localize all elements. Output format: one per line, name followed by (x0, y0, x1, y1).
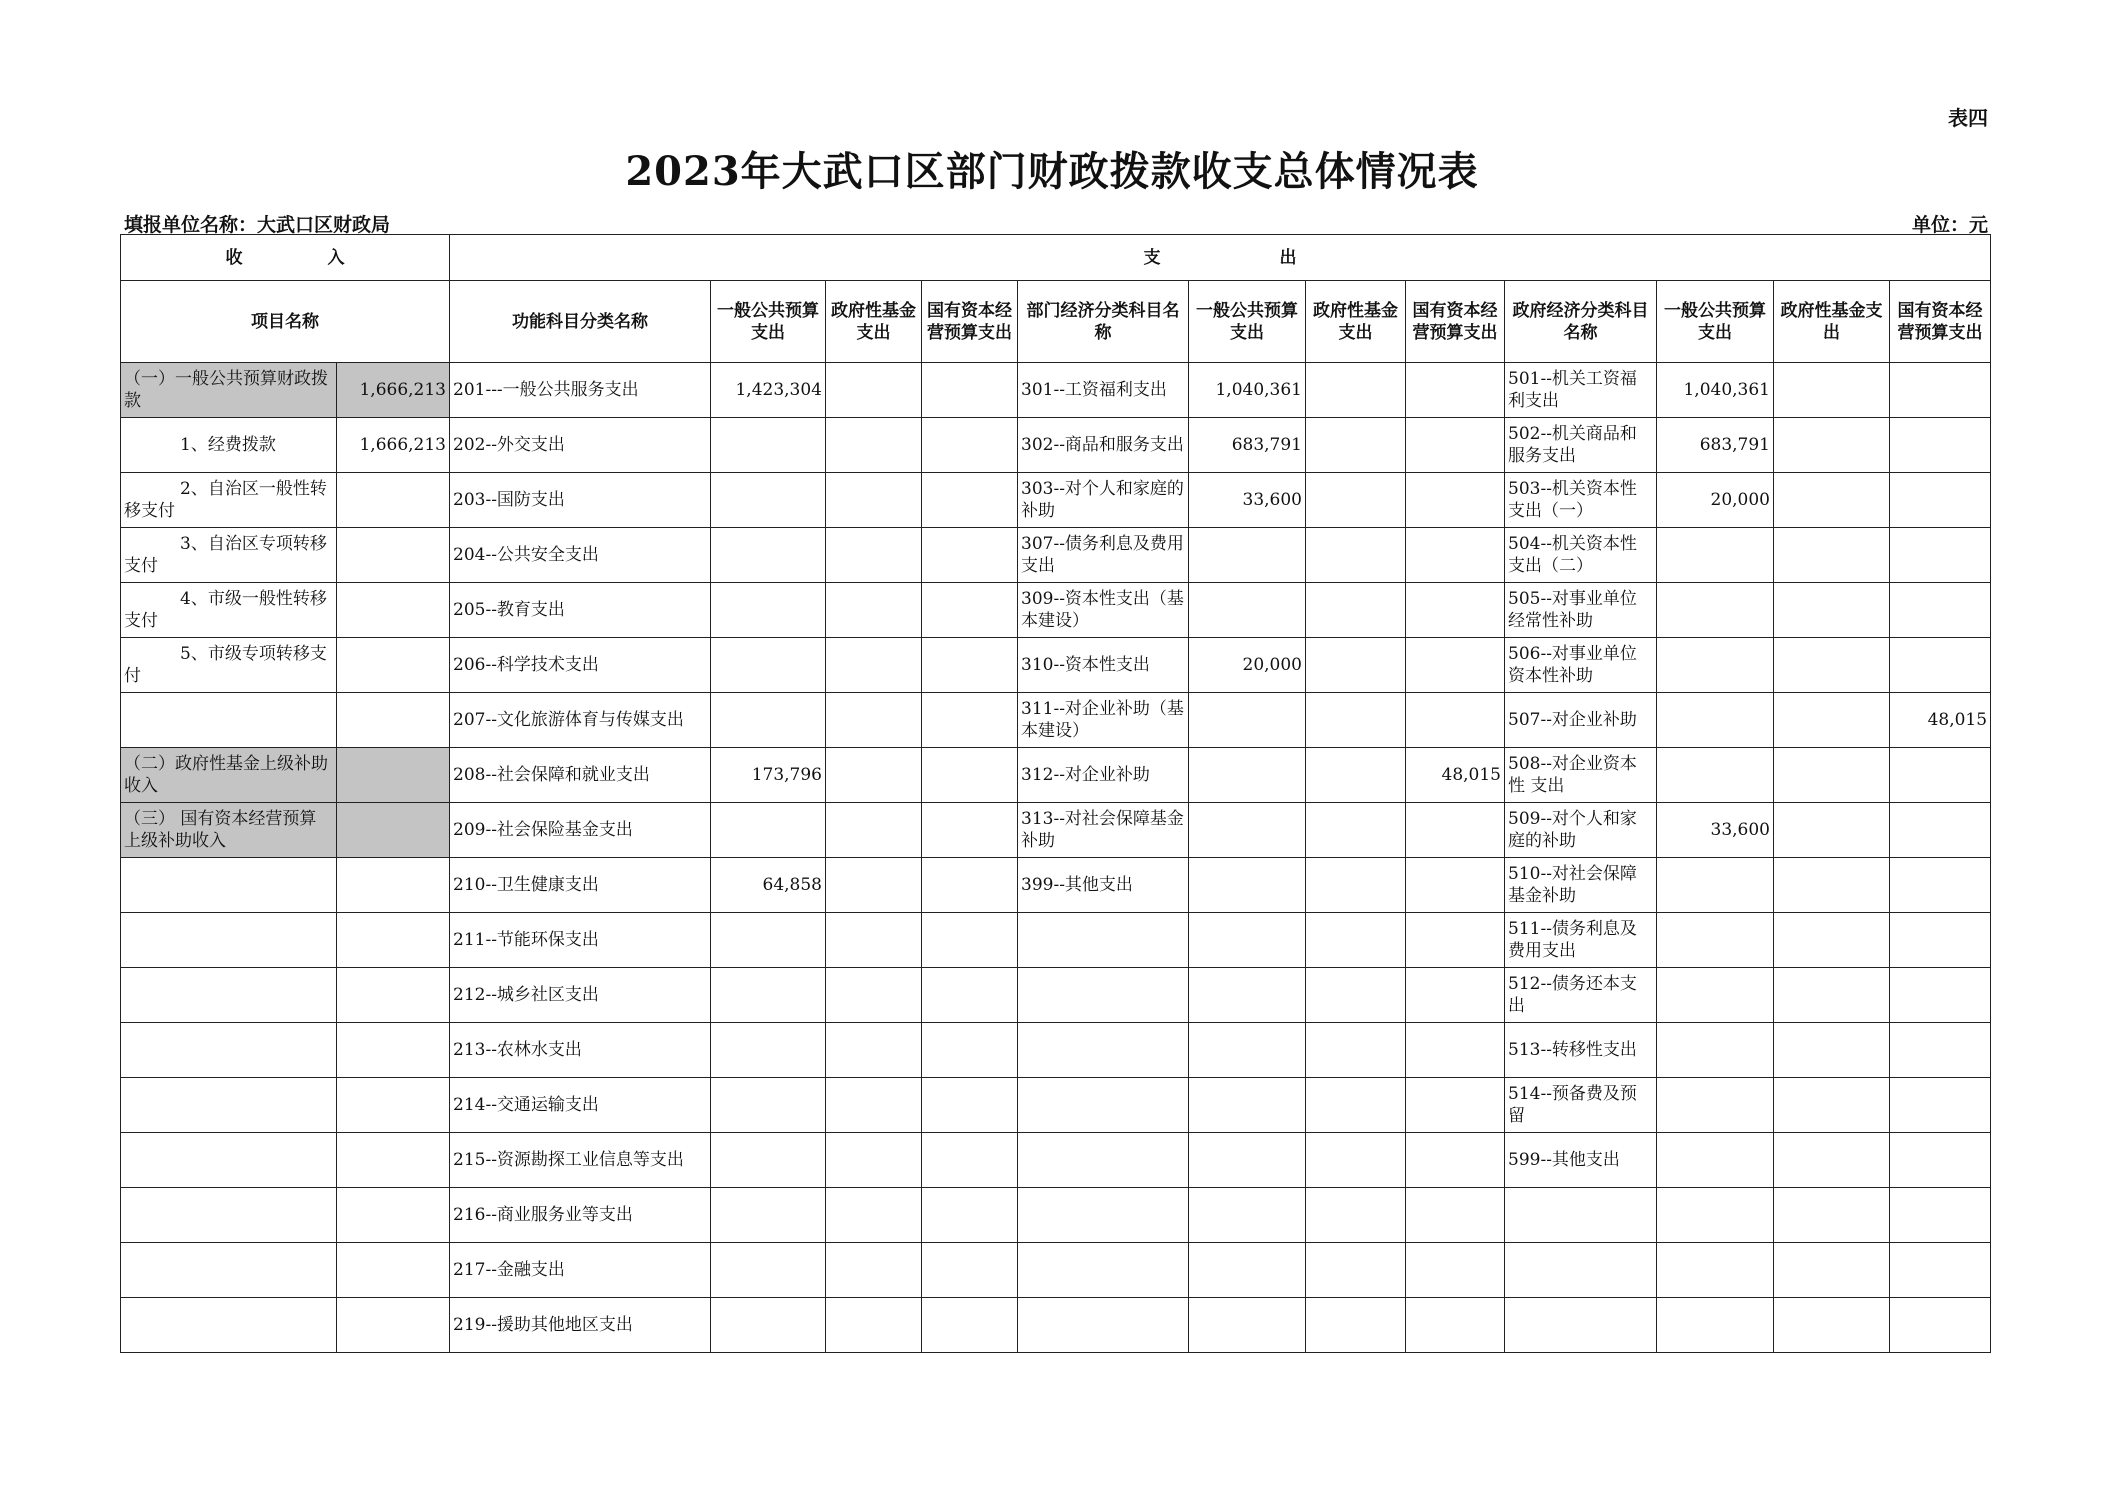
cell-f1 (711, 583, 826, 638)
col-state-capital-3: 国有资本经营预算支出 (1890, 281, 1991, 363)
cell-g2 (1774, 1243, 1890, 1298)
cell-g2 (1774, 473, 1890, 528)
cell-d3 (1406, 803, 1505, 858)
cell-g2 (1774, 418, 1890, 473)
cell-dept: 303--对个人和家庭的补助 (1018, 473, 1189, 528)
cell-f1 (711, 638, 826, 693)
cell-func: 205--教育支出 (450, 583, 711, 638)
cell-g1 (1657, 1298, 1774, 1353)
cell-d1 (1189, 803, 1306, 858)
cell-d3 (1406, 638, 1505, 693)
col-gov-fund-1: 政府性基金支出 (826, 281, 922, 363)
cell-d3 (1406, 1078, 1505, 1133)
cell-d1: 20,000 (1189, 638, 1306, 693)
cell-f3 (922, 1243, 1018, 1298)
cell-f2 (826, 803, 922, 858)
cell-func: 216--商业服务业等支出 (450, 1188, 711, 1243)
col-dept-econ-name: 部门经济分类科目名称 (1018, 281, 1189, 363)
cell-g2 (1774, 803, 1890, 858)
cell-amount (337, 1023, 450, 1078)
cell-f3 (922, 1133, 1018, 1188)
cell-f1: 64,858 (711, 858, 826, 913)
cell-dept: 312--对企业补助 (1018, 748, 1189, 803)
cell-func: 203--国防支出 (450, 473, 711, 528)
cell-item (121, 913, 337, 968)
col-gov-fund-3: 政府性基金支出 (1774, 281, 1890, 363)
cell-func: 202--外交支出 (450, 418, 711, 473)
cell-gov: 512--债务还本支出 (1505, 968, 1657, 1023)
cell-d1: 33,600 (1189, 473, 1306, 528)
cell-f1 (711, 968, 826, 1023)
cell-func: 219--援助其他地区支出 (450, 1298, 711, 1353)
cell-d2 (1306, 913, 1406, 968)
cell-func: 212--城乡社区支出 (450, 968, 711, 1023)
cell-amount (337, 473, 450, 528)
cell-d3 (1406, 968, 1505, 1023)
col-state-capital-1: 国有资本经营预算支出 (922, 281, 1018, 363)
cell-g2 (1774, 1023, 1890, 1078)
cell-amount (337, 528, 450, 583)
cell-g1: 683,791 (1657, 418, 1774, 473)
table-number: 表四 (1948, 106, 1988, 130)
col-item-name: 项目名称 (121, 281, 450, 363)
cell-g1 (1657, 1188, 1774, 1243)
cell-g2 (1774, 1078, 1890, 1133)
cell-func: 217--金融支出 (450, 1243, 711, 1298)
cell-f1 (711, 1133, 826, 1188)
cell-dept (1018, 913, 1189, 968)
cell-f3 (922, 693, 1018, 748)
cell-g2 (1774, 1298, 1890, 1353)
cell-f2 (826, 1023, 922, 1078)
cell-d1 (1189, 583, 1306, 638)
cell-g1 (1657, 1078, 1774, 1133)
cell-dept: 310--资本性支出 (1018, 638, 1189, 693)
cell-f3 (922, 528, 1018, 583)
cell-f2 (826, 363, 922, 418)
cell-g3 (1890, 748, 1991, 803)
cell-amount (337, 693, 450, 748)
cell-gov: 507--对企业补助 (1505, 693, 1657, 748)
cell-d3 (1406, 1243, 1505, 1298)
table-row (121, 1188, 1991, 1243)
cell-f3 (922, 1188, 1018, 1243)
cell-g1 (1657, 693, 1774, 748)
cell-d3 (1406, 583, 1505, 638)
cell-d1 (1189, 1298, 1306, 1353)
cell-d1 (1189, 1188, 1306, 1243)
cell-g1 (1657, 858, 1774, 913)
cell-amount (337, 1188, 450, 1243)
cell-g3: 48,015 (1890, 693, 1991, 748)
cell-dept: 307--债务利息及费用支出 (1018, 528, 1189, 583)
table-row (121, 858, 1991, 913)
table-row (121, 693, 1991, 748)
cell-func: 215--资源勘探工业信息等支出 (450, 1133, 711, 1188)
cell-gov: 511--债务利息及费用支出 (1505, 913, 1657, 968)
cell-gov: 599--其他支出 (1505, 1133, 1657, 1188)
cell-g1 (1657, 913, 1774, 968)
cell-gov: 506--对事业单位资本性补助 (1505, 638, 1657, 693)
cell-dept (1018, 1188, 1189, 1243)
cell-gov: 513--转移性支出 (1505, 1023, 1657, 1078)
cell-g2 (1774, 968, 1890, 1023)
cell-dept: 399--其他支出 (1018, 858, 1189, 913)
cell-d2 (1306, 583, 1406, 638)
cell-gov: 510--对社会保障基金补助 (1505, 858, 1657, 913)
cell-d2 (1306, 968, 1406, 1023)
cell-g3 (1890, 1188, 1991, 1243)
cell-f2 (826, 1133, 922, 1188)
cell-g2 (1774, 1188, 1890, 1243)
cell-g2 (1774, 363, 1890, 418)
cell-f2 (826, 528, 922, 583)
cell-f1 (711, 418, 826, 473)
table-row (121, 1243, 1991, 1298)
cell-f2 (826, 858, 922, 913)
cell-item: 2、自治区一般性转移支付 (121, 473, 337, 528)
cell-d1 (1189, 693, 1306, 748)
cell-f1 (711, 1078, 826, 1133)
cell-dept: 302--商品和服务支出 (1018, 418, 1189, 473)
cell-f3 (922, 1023, 1018, 1078)
cell-amount: 1,666,213 (337, 418, 450, 473)
cell-f3 (922, 1078, 1018, 1133)
cell-item: 3、自治区专项转移支付 (121, 528, 337, 583)
cell-amount (337, 1078, 450, 1133)
cell-item: 5、市级专项转移支付 (121, 638, 337, 693)
table-row (121, 803, 1991, 858)
cell-g1 (1657, 748, 1774, 803)
cell-g3 (1890, 803, 1991, 858)
cell-item: 4、市级一般性转移支付 (121, 583, 337, 638)
cell-item (121, 1078, 337, 1133)
cell-d3 (1406, 913, 1505, 968)
table-row (121, 1023, 1991, 1078)
page-title: 2023年大武口区部门财政拨款收支总体情况表 (625, 148, 1479, 195)
table-row (121, 1133, 1991, 1188)
cell-g3 (1890, 1243, 1991, 1298)
table-row (121, 473, 1991, 528)
cell-g1 (1657, 1023, 1774, 1078)
cell-f3 (922, 748, 1018, 803)
cell-dept: 309--资本性支出（基本建设） (1018, 583, 1189, 638)
cell-d3 (1406, 693, 1505, 748)
cell-f2 (826, 968, 922, 1023)
cell-dept (1018, 968, 1189, 1023)
cell-g1 (1657, 968, 1774, 1023)
cell-g3 (1890, 968, 1991, 1023)
table-row (121, 1078, 1991, 1133)
cell-amount (337, 1243, 450, 1298)
cell-f3 (922, 638, 1018, 693)
cell-f2 (826, 748, 922, 803)
cell-d3 (1406, 1298, 1505, 1353)
cell-f3 (922, 473, 1018, 528)
cell-d3 (1406, 858, 1505, 913)
table-row (121, 583, 1991, 638)
cell-d1 (1189, 968, 1306, 1023)
table-row (121, 748, 1991, 803)
cell-amount: 1,666,213 (337, 363, 450, 418)
cell-d1 (1189, 1133, 1306, 1188)
cell-dept: 311--对企业补助（基本建设） (1018, 693, 1189, 748)
cell-dept (1018, 1133, 1189, 1188)
cell-d2 (1306, 363, 1406, 418)
cell-func: 208--社会保障和就业支出 (450, 748, 711, 803)
cell-g3 (1890, 638, 1991, 693)
cell-d3 (1406, 528, 1505, 583)
cell-f3 (922, 1298, 1018, 1353)
cell-g3 (1890, 363, 1991, 418)
cell-gov (1505, 1243, 1657, 1298)
cell-dept (1018, 1298, 1189, 1353)
cell-d3 (1406, 473, 1505, 528)
cell-g3 (1890, 528, 1991, 583)
cell-g3 (1890, 1078, 1991, 1133)
table-body (121, 363, 1991, 1353)
cell-d3: 48,015 (1406, 748, 1505, 803)
cell-g3 (1890, 1023, 1991, 1078)
cell-f3 (922, 363, 1018, 418)
table-row (121, 528, 1991, 583)
cell-d1 (1189, 1243, 1306, 1298)
cell-f2 (826, 638, 922, 693)
cell-d2 (1306, 1243, 1406, 1298)
column-header-row (121, 281, 1991, 363)
cell-g3 (1890, 583, 1991, 638)
cell-gov: 509--对个人和家庭的补助 (1505, 803, 1657, 858)
cell-f1: 1,423,304 (711, 363, 826, 418)
cell-amount (337, 583, 450, 638)
cell-amount (337, 638, 450, 693)
cell-func: 210--卫生健康支出 (450, 858, 711, 913)
cell-gov: 502--机关商品和服务支出 (1505, 418, 1657, 473)
cell-gov: 503--机关资本性支出（一） (1505, 473, 1657, 528)
cell-f2 (826, 913, 922, 968)
cell-d3 (1406, 1188, 1505, 1243)
cell-amount (337, 913, 450, 968)
cell-f2 (826, 1298, 922, 1353)
cell-g1 (1657, 583, 1774, 638)
cell-f3 (922, 968, 1018, 1023)
cell-f1 (711, 1243, 826, 1298)
cell-f1 (711, 693, 826, 748)
cell-g1 (1657, 1243, 1774, 1298)
reporting-unit: 填报单位名称：大武口区财政局 (124, 214, 391, 236)
cell-f2 (826, 473, 922, 528)
cell-f1 (711, 1188, 826, 1243)
cell-item (121, 858, 337, 913)
cell-d1: 683,791 (1189, 418, 1306, 473)
cell-func: 214--交通运输支出 (450, 1078, 711, 1133)
cell-f2 (826, 1243, 922, 1298)
cell-gov: 508--对企业资本性 支出 (1505, 748, 1657, 803)
expense-section-header: 支 出 (450, 235, 1991, 281)
cell-gov: 514--预备费及预留 (1505, 1078, 1657, 1133)
cell-item: 1、经费拨款 (121, 418, 337, 473)
table-row (121, 363, 1991, 418)
cell-f2 (826, 1188, 922, 1243)
cell-f1 (711, 473, 826, 528)
col-gen-budget-3: 一般公共预算支出 (1657, 281, 1774, 363)
cell-f3 (922, 913, 1018, 968)
col-func-name: 功能科目分类名称 (450, 281, 711, 363)
table-row (121, 638, 1991, 693)
cell-func: 207--文化旅游体育与传媒支出 (450, 693, 711, 748)
table-row (121, 418, 1991, 473)
cell-amount (337, 803, 450, 858)
cell-d1 (1189, 1078, 1306, 1133)
cell-d2 (1306, 418, 1406, 473)
currency-unit: 单位：元 (1911, 214, 1988, 236)
cell-amount (337, 1298, 450, 1353)
cell-item: （一）一般公共预算财政拨款 (121, 363, 337, 418)
cell-f3 (922, 858, 1018, 913)
cell-d3 (1406, 363, 1505, 418)
cell-d1 (1189, 528, 1306, 583)
cell-d2 (1306, 693, 1406, 748)
cell-item (121, 1298, 337, 1353)
cell-func: 213--农林水支出 (450, 1023, 711, 1078)
cell-f3 (922, 803, 1018, 858)
cell-d2 (1306, 1078, 1406, 1133)
cell-g1 (1657, 528, 1774, 583)
cell-func: 209--社会保险基金支出 (450, 803, 711, 858)
cell-func: 201---一般公共服务支出 (450, 363, 711, 418)
cell-g2 (1774, 528, 1890, 583)
cell-d3 (1406, 418, 1505, 473)
cell-dept (1018, 1023, 1189, 1078)
cell-g3 (1890, 1298, 1991, 1353)
cell-g2 (1774, 583, 1890, 638)
cell-dept: 301--工资福利支出 (1018, 363, 1189, 418)
cell-dept (1018, 1078, 1189, 1133)
cell-f1 (711, 528, 826, 583)
cell-g3 (1890, 858, 1991, 913)
cell-g3 (1890, 473, 1991, 528)
cell-g3 (1890, 418, 1991, 473)
cell-item (121, 1188, 337, 1243)
col-gov-fund-2: 政府性基金支出 (1306, 281, 1406, 363)
cell-d1 (1189, 1023, 1306, 1078)
cell-func: 206--科学技术支出 (450, 638, 711, 693)
cell-d2 (1306, 473, 1406, 528)
cell-d2 (1306, 1188, 1406, 1243)
col-gen-budget-1: 一般公共预算支出 (711, 281, 826, 363)
cell-d1: 1,040,361 (1189, 363, 1306, 418)
cell-g2 (1774, 693, 1890, 748)
cell-d1 (1189, 913, 1306, 968)
cell-amount (337, 968, 450, 1023)
cell-f1 (711, 1023, 826, 1078)
cell-g3 (1890, 1133, 1991, 1188)
cell-f2 (826, 1078, 922, 1133)
cell-g1: 20,000 (1657, 473, 1774, 528)
cell-d3 (1406, 1133, 1505, 1188)
col-gov-econ-name: 政府经济分类科目名称 (1505, 281, 1657, 363)
cell-amount (337, 1133, 450, 1188)
cell-g2 (1774, 638, 1890, 693)
cell-d1 (1189, 748, 1306, 803)
cell-func: 211--节能环保支出 (450, 913, 711, 968)
cell-g2 (1774, 913, 1890, 968)
cell-f1 (711, 803, 826, 858)
cell-g1: 1,040,361 (1657, 363, 1774, 418)
income-section-header: 收 入 (121, 235, 450, 281)
cell-item (121, 1023, 337, 1078)
cell-g2 (1774, 858, 1890, 913)
cell-item: （三） 国有资本经营预算上级补助收入 (121, 803, 337, 858)
cell-f2 (826, 418, 922, 473)
cell-gov: 505--对事业单位经常性补助 (1505, 583, 1657, 638)
cell-dept (1018, 1243, 1189, 1298)
cell-d1 (1189, 858, 1306, 913)
col-state-capital-2: 国有资本经营预算支出 (1406, 281, 1505, 363)
cell-d2 (1306, 803, 1406, 858)
cell-d2 (1306, 748, 1406, 803)
cell-g3 (1890, 913, 1991, 968)
cell-dept: 313--对社会保障基金补助 (1018, 803, 1189, 858)
cell-gov: 504--机关资本性支出（二） (1505, 528, 1657, 583)
cell-g2 (1774, 1133, 1890, 1188)
cell-amount (337, 858, 450, 913)
cell-f1: 173,796 (711, 748, 826, 803)
cell-f2 (826, 693, 922, 748)
cell-f3 (922, 583, 1018, 638)
cell-d2 (1306, 1023, 1406, 1078)
cell-item: （二）政府性基金上级补助收入 (121, 748, 337, 803)
cell-f2 (826, 583, 922, 638)
cell-g2 (1774, 748, 1890, 803)
cell-item (121, 693, 337, 748)
cell-g1: 33,600 (1657, 803, 1774, 858)
cell-func: 204--公共安全支出 (450, 528, 711, 583)
table-row (121, 968, 1991, 1023)
table-row (121, 913, 1991, 968)
cell-f3 (922, 418, 1018, 473)
budget-table (120, 234, 1991, 1353)
cell-amount (337, 748, 450, 803)
cell-gov: 501--机关工资福利支出 (1505, 363, 1657, 418)
cell-gov (1505, 1298, 1657, 1353)
cell-item (121, 968, 337, 1023)
cell-d2 (1306, 1133, 1406, 1188)
cell-gov (1505, 1188, 1657, 1243)
cell-f1 (711, 913, 826, 968)
col-gen-budget-2: 一般公共预算支出 (1189, 281, 1306, 363)
cell-f1 (711, 1298, 826, 1353)
table-row (121, 1298, 1991, 1353)
cell-d2 (1306, 638, 1406, 693)
cell-item (121, 1133, 337, 1188)
cell-g1 (1657, 1133, 1774, 1188)
cell-d2 (1306, 1298, 1406, 1353)
cell-d3 (1406, 1023, 1505, 1078)
section-header-row (121, 235, 1991, 281)
cell-g1 (1657, 638, 1774, 693)
cell-item (121, 1243, 337, 1298)
cell-d2 (1306, 528, 1406, 583)
cell-d2 (1306, 858, 1406, 913)
